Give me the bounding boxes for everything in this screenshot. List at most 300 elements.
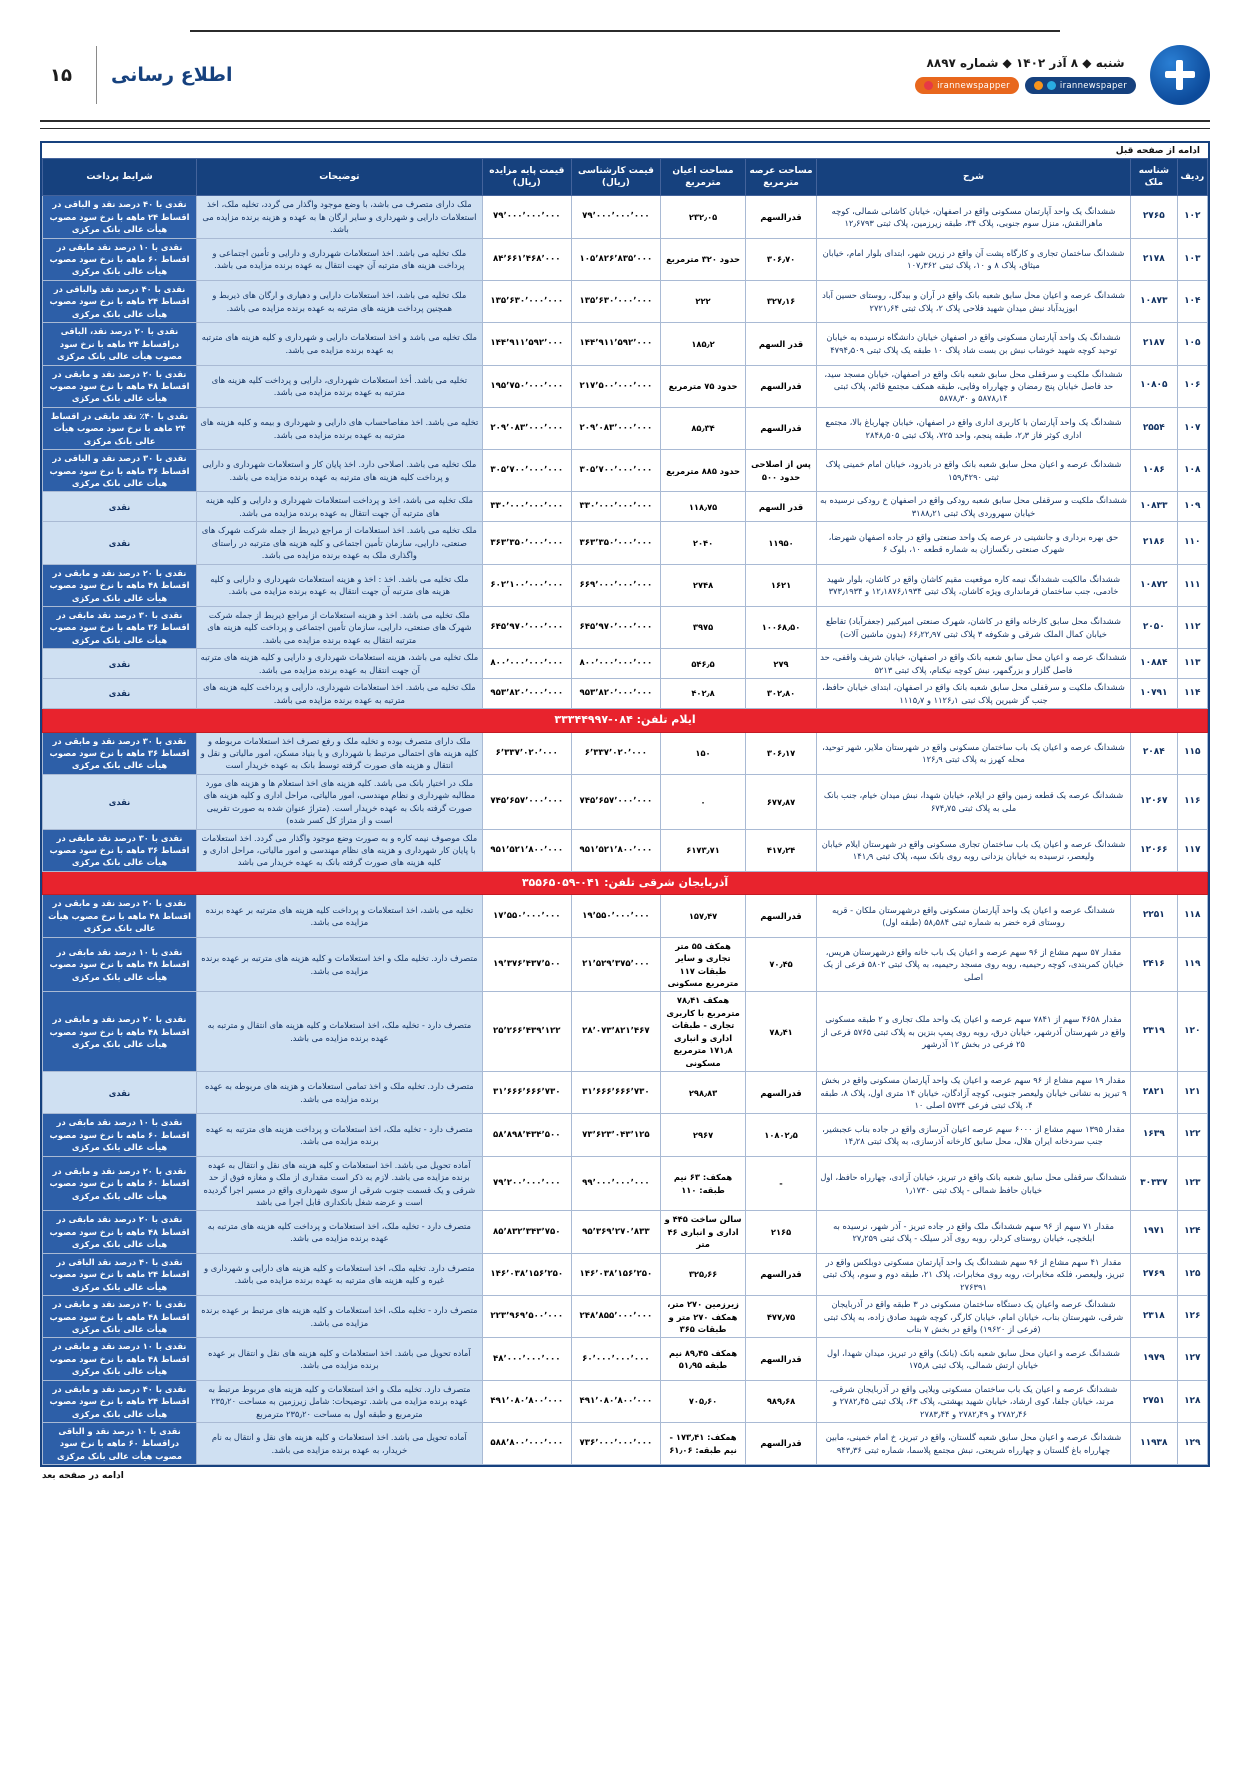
cell-sharayet: نقدی با ۳۰ درصد نقد مابقی در اقساط ۳۶ ماهه با نرخ سود مصوب هیأت عالی بانک مرکزی (43, 829, 197, 871)
cell-ayan: ۱۵۰ (660, 732, 745, 774)
cell-sharh: ششدانگ ساختمان تجاری و کارگاه پشت آن واقع در زرین شهر، ابتدای بلوار امام، خیابان میثاق، پلاک ۸ و ۱۰، پلاک ثبتی ۱۰۷٫۳۶۲ (816, 238, 1130, 280)
cell-arseh: ۷۸٫۴۱ (746, 992, 817, 1072)
listing-row (43, 238, 1208, 280)
telegram-icon (1034, 81, 1043, 90)
cell-karshenasi: ۳۱٬۶۶۶٬۶۶۶٬۷۳۰ (571, 1072, 660, 1114)
social-handle-primary (1025, 77, 1136, 94)
cell-tozihat: ملک تخلیه می باشد و اخذ استعلامات دارایی و شهرداری و کلیه هزینه های مترتبه به عهده برنده مزایده می باشد. (197, 323, 483, 365)
cell-id: ۱۶۳۹ (1131, 1114, 1178, 1156)
cell-ayan: حدود ۷۵ مترمربع (660, 365, 745, 407)
listing-row (43, 679, 1208, 709)
cell-radif: ۱۱۷ (1177, 829, 1207, 871)
cell-radif: ۱۱۰ (1177, 522, 1207, 564)
cell-radif: ۱۲۲ (1177, 1114, 1207, 1156)
region-banner-text: ایلام تلفن: ۰۸۴-۳۳۳۴۴۹۹۷ (43, 709, 1208, 733)
cell-arseh: قدر السهم (746, 492, 817, 522)
cell-tozihat: ملک تخلیه می باشد. اخذ استعلامات شهرداری و دارایی و تأمین اجتماعی و پرداخت هزینه های مترتبه آن جهت انتقال به عهده برنده مزایده می باشد. (197, 238, 483, 280)
listing-row (43, 1211, 1208, 1253)
cell-sharayet: نقدی (43, 1072, 197, 1114)
cell-sharayet: نقدی با ۳۰ درصد نقد مابقی در اقساط ۳۶ ماهه با نرخ سود مصوب هیأت عالی بانک مرکزی (43, 606, 197, 648)
cell-tozihat: ملک تخلیه می باشد. اخذ و هزینه استعلامات از مراجع ذیربط از جمله شرکت شهرک های صنعتی، دارایی، سازمان تأمین اجتماعی و پرداخت کلیه هزینه های مترتبه انتقال به عهده برنده مزایده می باشد. (197, 606, 483, 648)
cell-arseh: قدرالسهم (746, 365, 817, 407)
cell-ayan: زیرزمین ۲۷۰ متر، همکف ۲۷۰ متر و طبقات ۳۶۵ (660, 1296, 745, 1338)
cell-karshenasi: ۲۱٬۵۲۹٬۳۷۵٬۰۰۰ (571, 937, 660, 992)
cell-tozihat: تخلیه می باشد، اخذ استعلامات و پرداخت کلیه هزینه های مترتبه بر عهده برنده مزایده می باشد. (197, 895, 483, 937)
cell-id: ۲۳۱۹ (1131, 992, 1178, 1072)
cell-karshenasi: ۷۳٬۶۲۳٬۰۴۳٬۱۲۵ (571, 1114, 660, 1156)
cell-karshenasi: ۹۹٬۰۰۰٬۰۰۰٬۰۰۰ (571, 1156, 660, 1211)
listing-row (43, 492, 1208, 522)
cell-radif: ۱۰۷ (1177, 407, 1207, 449)
cell-sharayet: نقدی با ۱۰ درصد نقد مابقی در اقساط ۴۸ ماهه با نرخ سود مصوب هیأت عالی بانک مرکزی (43, 937, 197, 992)
cell-radif: ۱۲۹ (1177, 1423, 1207, 1465)
cell-id: ۱۹۷۹ (1131, 1338, 1178, 1380)
cell-payeh: ۱۴۴٬۹۱۱٬۵۹۲٬۰۰۰ (482, 323, 571, 365)
cell-tozihat: ملک در اختیار بانک می باشد. کلیه هزینه های اخذ استعلام ها و هزینه های مورد مطالبه شهرداری و نظام مهندسی، امور مالیاتی، مراحل اداری و کلیه هزینه های صورت گرفته بانک به عهده خریدار است. (متراژ عنوان شده به صورت تقریبی است و از متراژ کل کسر شده) (197, 774, 483, 829)
cell-arseh: ۱۰۸۰۲٫۵ (746, 1114, 817, 1156)
cell-payeh: ۴۸٬۰۰۰٬۰۰۰٬۰۰۰ (482, 1338, 571, 1380)
cell-sharayet: نقدی با ۲۰ درصد نقد و مابقی در اقساط ۶۰ ماهه با نرخ سود مصوب هیأت عالی بانک مرکزی (43, 1156, 197, 1211)
cell-id: ۲۳۱۸ (1131, 1296, 1178, 1338)
cell-ayan: ۴۰۲٫۸ (660, 679, 745, 709)
cell-payeh: ۴۹۱٬۰۸۰٬۸۰۰٬۰۰۰ (482, 1380, 571, 1422)
cell-ayan: ۲۹۸٫۸۳ (660, 1072, 745, 1114)
cell-sharh: ششدانگ ملکیت و سرقفلی محل سابق شعبه بانک واقع در اصفهان، ابتدای خیابان حافظ، جنب گز شیرین پلاک ثبتی ۱۱۲۶٫۱ و ۱۱۱۵٫۷ (816, 679, 1130, 709)
cell-karshenasi: ۹۵۳٬۸۲۰٬۰۰۰٬۰۰۰ (571, 679, 660, 709)
header-base-price: قیمت پایه مزایده (ریال) (482, 159, 571, 196)
listing-row (43, 1253, 1208, 1295)
page-number: ۱۵ (50, 64, 72, 86)
cell-ayan: همکف ۵۵ متر تجاری و سایر طبقات ۱۱۷ مترمربع مسکونی (660, 937, 745, 992)
listing-row (43, 992, 1208, 1072)
cell-karshenasi: ۸۰۰٬۰۰۰٬۰۰۰٬۰۰۰ (571, 649, 660, 679)
cell-arseh: ۲۱۶۵ (746, 1211, 817, 1253)
listing-row (43, 732, 1208, 774)
cell-radif: ۱۱۹ (1177, 937, 1207, 992)
cell-karshenasi: ۳۰۵٬۷۰۰٬۰۰۰٬۰۰۰ (571, 450, 660, 492)
listing-row (43, 829, 1208, 871)
cell-sharayet: نقدی با ۲۰ درصد نقد و مابقی در اقساط ۴۸ ماهه با نرخ سود مصوب هیأت عالی بانک مرکزی (43, 1296, 197, 1338)
cell-payeh: ۲۵٬۲۶۶٬۴۳۹٬۱۲۲ (482, 992, 571, 1072)
cell-tozihat: متصرف دارد - تخلیه ملک، اخذ استعلامات و پرداخت کلیه هزینه های مترتبه به عهده برنده مزایده می باشد. (197, 1211, 483, 1253)
cell-sharh: ششدانگ عرصه و اعیان محل سابق شعبه بانک واقع در آران و بیدگل، روستای حسین آباد ابوزیدآباد نبش میدان شهید فلاحی پلاک ۲، پلاک ثبتی ۲۷۲۱٫۶۴ (816, 280, 1130, 322)
cell-karshenasi: ۱۰۵٬۸۲۶٬۸۳۵٬۰۰۰ (571, 238, 660, 280)
cell-radif: ۱۲۸ (1177, 1380, 1207, 1422)
cell-payeh: ۱۷٬۵۵۰٬۰۰۰٬۰۰۰ (482, 895, 571, 937)
cell-sharh: ششدانگ عرصه و اعیان محل سابق شعبه بانک واقع در اصفهان، خیابان شریف واقفی، حد فاصل گلزار و بزرگمهر، نبش کوچه نیکنام، پلاک ثبتی ۵۲۱۳ (816, 649, 1130, 679)
cell-ayan: ۲۹۶۷ (660, 1114, 745, 1156)
cell-sharayet: نقدی با ۴۰ درصد نقد والباقی در اقساط ۲۴ ماهه با نرخ سود مصوب هیأت عالی بانک مرکزی (43, 280, 197, 322)
cell-id: ۱۲۰۶۶ (1131, 829, 1178, 871)
cell-radif: ۱۱۶ (1177, 774, 1207, 829)
listing-row (43, 1423, 1208, 1465)
header-property-id: شناسه ملک (1131, 159, 1178, 196)
cell-payeh: ۲۰۹٬۰۸۳٬۰۰۰٬۰۰۰ (482, 407, 571, 449)
twitter-icon (1047, 81, 1056, 90)
region-banner-text: آذربایجان شرقی تلفن: ۰۴۱-۳۵۵۶۵۰۵۹ (43, 871, 1208, 895)
cell-karshenasi: ۳۳۰٬۰۰۰٬۰۰۰٬۰۰۰ (571, 492, 660, 522)
header-land-area: مساحت عرصه مترمربع (746, 159, 817, 196)
cell-ayan: ۲۰۴۰ (660, 522, 745, 564)
cell-payeh: ۳۱٬۶۶۶٬۶۶۶٬۷۳۰ (482, 1072, 571, 1114)
cell-radif: ۱۲۶ (1177, 1296, 1207, 1338)
cell-ayan: حدود ۳۲۰ مترمربع (660, 238, 745, 280)
cell-arseh: قدرالسهم (746, 1423, 817, 1465)
date-line: شنبه ◆ ۸ آذر ۱۴۰۲ ◆ شماره ۸۸۹۷ (926, 56, 1125, 70)
listing-row (43, 365, 1208, 407)
cell-arseh: - (746, 1156, 817, 1211)
cell-sharh: ششدانگ ملکیت و سرقفلی محل سابق شعبه بانک واقع در اصفهان، خیابان مسجد سید، حد فاصل خیابان پنج رمضان و چهارراه وفایی، طبقه همکف مجتمع قائم، پلاک ثبتی ۵۸۷۸٫۱۴ و ۵۸۷۸٫۳۰ (816, 365, 1130, 407)
cell-sharh: ششدانگ عرصه و اعیان محل سابق شعبه بانک واقع در بادرود، خیابان امام خمینی پلاک ثبتی ۱۵۹٫۴۲۹۰ (816, 450, 1130, 492)
cell-radif: ۱۰۸ (1177, 450, 1207, 492)
cell-ayan: ۲۳۲٫۰۵ (660, 196, 745, 238)
cell-ayan: ۵۴۶٫۵ (660, 649, 745, 679)
cell-tozihat: آماده تحویل می باشد. اخذ استعلامات و کلیه هزینه های نقل و انتقال بر عهده برنده مزایده می باشد. (197, 1338, 483, 1380)
cell-karshenasi: ۴۹۱٬۰۸۰٬۸۰۰٬۰۰۰ (571, 1380, 660, 1422)
cell-id: ۱۱۹۳۸ (1131, 1423, 1178, 1465)
cell-karshenasi: ۹۵۱٬۵۲۱٬۸۰۰٬۰۰۰ (571, 829, 660, 871)
cell-payeh: ۱۴۶٬۰۳۸٬۱۵۶٬۲۵۰ (482, 1253, 571, 1295)
cell-karshenasi: ۷۴۵٬۶۵۷٬۰۰۰٬۰۰۰ (571, 774, 660, 829)
cell-payeh: ۸۵٬۸۳۲٬۳۴۳٬۷۵۰ (482, 1211, 571, 1253)
cell-radif: ۱۲۰ (1177, 992, 1207, 1072)
cell-radif: ۱۲۳ (1177, 1156, 1207, 1211)
cell-sharh: ششدانگ عرصه و اعیان محل سابق شعبه گلستان، واقع در تبریز، خ امام خمینی، مابین چهارراه باغ گلستان و چهارراه شریعتی، نبش مجتمع پلاسما، شماره ثبتی ۹۴۳٫۳۶ (816, 1423, 1130, 1465)
cell-sharh: ششدانگ یک واحد آپارتمان مسکونی واقع در اصفهان خیابان دانشگاه نرسیده به خیابان توحید کوچه شهید خوشاب نبش بن بست شاد پلاک ۱۰ طبقه یک پلاک ثبتی ۴۷۹۴٫۵۰۹ (816, 323, 1130, 365)
cell-radif: ۱۱۴ (1177, 679, 1207, 709)
cell-tozihat: ملک تخلیه می باشد. اخذ استعلامات شهرداری، دارایی و پرداخت کلیه هزینه های مترتبه به عهده برنده مزایده می باشد. (197, 679, 483, 709)
cell-radif: ۱۱۸ (1177, 895, 1207, 937)
masthead (40, 30, 1210, 129)
cell-sharh: ششدانگ عرصه واعیان یک دستگاه ساختمان مسکونی در ۳ طبقه واقع در آذربایجان شرقی، شهرستان بناب، خیابان امام، خیابان کارگر، کوچه شهید صادق زاده، به پلاک ثبتی (فرعی از ۱۹۶۲۰) واقع در بخش ۷ بناب (816, 1296, 1130, 1338)
cell-id: ۲۴۱۶ (1131, 937, 1178, 992)
cell-id: ۲۷۶۵ (1131, 196, 1178, 238)
cell-tozihat: ملک تخلیه می باشد، هزینه استعلامات شهرداری و دارایی و کلیه هزینه های مترتبه آن جهت انتقال به عهده برنده مزایده می باشد. (197, 649, 483, 679)
cell-tozihat: متصرف دارد - تخلیه ملک، اخذ استعلامات و پرداخت هزینه های مترتبه به عهده برنده مزایده می باشد. (197, 1114, 483, 1156)
cell-sharayet: نقدی با ۲۰ درصد نقد و مابقی در اقساط ۴۸ ماهه با نرخ مصوب هیأت عالی بانک مرکزی (43, 895, 197, 937)
cell-sharh: حق بهره برداری و جانشینی در عرصه یک واحد صنعتی واقع در جاده اصفهان شهرضا، شهرک صنعتی رنگسازان به شماره قطعه ۱۰، بلوک ۶ (816, 522, 1130, 564)
listing-row (43, 280, 1208, 322)
instagram-icon (924, 81, 933, 90)
listing-row (43, 323, 1208, 365)
social-bar (915, 77, 1136, 94)
cell-radif: ۱۱۳ (1177, 649, 1207, 679)
cell-arseh: ۳۰۶٫۷۰ (746, 238, 817, 280)
social-handle-text: irannewspaper (1059, 80, 1127, 91)
cell-arseh: ۶۷۷٫۸۷ (746, 774, 817, 829)
cell-arseh: ۳۰۲٫۸۰ (746, 679, 817, 709)
cell-karshenasi: ۲۰۹٬۰۸۳٬۰۰۰٬۰۰۰ (571, 407, 660, 449)
cell-radif: ۱۰۶ (1177, 365, 1207, 407)
cell-arseh: قدرالسهم (746, 1072, 817, 1114)
cell-payeh: ۷۴۵٬۶۵۷٬۰۰۰٬۰۰۰ (482, 774, 571, 829)
cell-arseh: ۳۰۶٫۱۷ (746, 732, 817, 774)
cell-id: ۲۰۵۰ (1131, 606, 1178, 648)
cell-payeh: ۷۹٬۰۰۰٬۰۰۰٬۰۰۰ (482, 196, 571, 238)
cell-ayan: همکف ۸۹٫۴۵ نیم طبقه ۵۱٫۹۵ (660, 1338, 745, 1380)
cell-ayan: همکف: ۶۳ نیم طبقه: ۱۱۰ (660, 1156, 745, 1211)
cell-arseh: ۳۲۷٫۱۶ (746, 280, 817, 322)
cell-tozihat: ملک دارای متصرف بوده و تخلیه ملک و رفع تصرف اخذ استعلامات مربوطه و کلیه هزینه های احتمالی مرتبط با شهرداری و یا بنیاد مسکن، امور مالیاتی و نقل و انتقال و هزینه های صورت گرفته توسط بانک به عهده خریدار است (197, 732, 483, 774)
cell-sharayet: نقدی (43, 649, 197, 679)
cell-ayan: ۶۱۷۳٫۷۱ (660, 829, 745, 871)
cell-ayan: همکف: ۱۷۳٫۴۱ - نیم طبقه: ۶۱٫۰۶ (660, 1423, 745, 1465)
cell-tozihat: آماده تحویل می باشد. اخذ استعلامات و کلیه هزینه های نقل و انتقال به عهده برنده مزایده می باشد. لازم به ذکر است مقداری از ملک و مغازه فوق از حد شرقی و یک قسمت جنوب شرقی از سوی شهرداری واقع در مسیر اجرا گردیده است و عرضه شغل بانکداری قابل اجرا می باشد (197, 1156, 483, 1211)
masthead-divider (96, 46, 97, 104)
cell-sharayet: نقدی (43, 522, 197, 564)
cell-karshenasi: ۷۹٬۰۰۰٬۰۰۰٬۰۰۰ (571, 196, 660, 238)
listing-row (43, 606, 1208, 648)
cell-karshenasi: ۶۰٬۰۰۰٬۰۰۰٬۰۰۰ (571, 1338, 660, 1380)
cell-arseh: ۱۱۹۵۰ (746, 522, 817, 564)
cell-tozihat: تخلیه می باشد. اخذ مفاصاحساب های دارایی و شهرداری و بیمه و کلیه هزینه های مترتبه به عهده برنده مزایده می باشد. (197, 407, 483, 449)
listing-row (43, 450, 1208, 492)
cell-tozihat: ملک تخلیه می باشد. اصلاحی دارد. اخذ پایان کار و استعلامات شهرداری و دارایی و پرداخت کلیه هزینه های مترتبه به عهده برنده مزایده می باشد. (197, 450, 483, 492)
cell-radif: ۱۱۲ (1177, 606, 1207, 648)
cell-arseh: قدرالسهم (746, 196, 817, 238)
cell-tozihat: متصرف دارد. تخلیه ملک، اخذ استعلامات و کلیه هزینه های دارایی و شهرداری و غیره و کلیه هزینه های مترتبه به عهده برنده مزایده می باشد. (197, 1253, 483, 1295)
cell-karshenasi: ۲۸٬۰۷۳٬۸۲۱٬۴۶۷ (571, 992, 660, 1072)
cell-radif: ۱۰۲ (1177, 196, 1207, 238)
cell-ayan: ۷۰۵٫۶۰ (660, 1380, 745, 1422)
cell-tozihat: متصرف دارد. تخلیه ملک و اخذ استعلامات و کلیه هزینه های مترتبه بر عهده برنده مزایده می باشد. (197, 937, 483, 992)
cell-karshenasi: ۶٬۳۳۷٬۰۲۰٬۰۰۰ (571, 732, 660, 774)
cell-arseh: ۴۷۷٫۷۵ (746, 1296, 817, 1338)
cell-tozihat: ملک تخلیه می باشد، اخذ استعلامات دارایی و دهیاری و ارگان های ذیربط و همچنین پرداخت هزینه های مترتبه به عهده برنده مزایده می باشد. (197, 280, 483, 322)
listing-row (43, 564, 1208, 606)
listing-row (43, 522, 1208, 564)
cell-id: ۲۵۵۴ (1131, 407, 1178, 449)
cell-id: ۳۰۳۳۷ (1131, 1156, 1178, 1211)
listing-row (43, 649, 1208, 679)
cell-tozihat: متصرف دارد - تخلیه ملک، اخذ استعلامات و کلیه هزینه های مرتبط بر عهده برنده مزایده می باشد. (197, 1296, 483, 1338)
listing-row (43, 196, 1208, 238)
cell-ayan: ۳۹۷۵ (660, 606, 745, 648)
cell-payeh: ۱۹۵٬۷۵۰٬۰۰۰٬۰۰۰ (482, 365, 571, 407)
cell-sharh: مقدار ۷۱ سهم از ۹۶ سهم ششدانگ ملک واقع در جاده تبریز - آذر شهر، نرسیده به ابلخچی، خیابان روستای کردلر، روبه روی آذر سیلک - پلاک ثبتی ۲۷٫۲۵۹ (816, 1211, 1130, 1253)
cell-sharh: ششدانگ یک واحد آپارتمان با کاربری اداری واقع در اصفهان، خیابان چهارباغ بالا، مجتمع اداری کوثر فاز ۲٫۳، طبقه پنجم، واحد ۷۲۵، پلاک ثبتی ۲۸۴۸٫۵۰۵ (816, 407, 1130, 449)
cell-payeh: ۱۳۵٬۶۳۰٬۰۰۰٬۰۰۰ (482, 280, 571, 322)
cell-payeh: ۵۸۸٬۸۰۰٬۰۰۰٬۰۰۰ (482, 1423, 571, 1465)
social-handle-text: irannewspapper (937, 80, 1010, 91)
cell-arseh: پس از اصلاحی حدود ۵۰۰ (746, 450, 817, 492)
cell-sharh: ششدانگ ملکیت و سرقفلی محل سابق شعبه رودکی واقع در اصفهان خ رودکی نرسیده به خیابان سهروردی پلاک ثبتی ۳۱۸۸٫۲۱ (816, 492, 1130, 522)
cell-karshenasi: ۱۹٬۵۵۰٬۰۰۰٬۰۰۰ (571, 895, 660, 937)
cell-sharh: مقدار ۴۶۵۸ سهم از ۷۸۴۱ سهم عرصه و اعیان یک واحد ملک تجاری و ۲ طبقه مسکونی واقع در شهرستان آذرشهر، خیابان درق، روبه روی پمپ بنزین به پلاک ثبتی ۵۷۶۵ فرعی از ۲۵ فرعی در بخش ۱۲ آذرشهر (816, 992, 1130, 1072)
cell-radif: ۱۲۴ (1177, 1211, 1207, 1253)
header-notes: توضیحات (197, 159, 483, 196)
masthead-bottom-rule (40, 120, 1210, 129)
cell-arseh: قدرالسهم (746, 407, 817, 449)
cell-tozihat: ملک تخلیه می باشد. اخذ استعلامات از مراجع ذیربط از جمله شرکت شهرک های صنعتی، دارایی، سازمان تأمین اجتماعی و کلیه هزینه های مترتبه در راستای واگذاری ملک به عهده برنده مزایده می باشد. (197, 522, 483, 564)
cell-id: ۱۰۸۰۵ (1131, 365, 1178, 407)
cell-sharayet: نقدی (43, 679, 197, 709)
cell-id: ۱۰۸۸۴ (1131, 649, 1178, 679)
listing-row (43, 1156, 1208, 1211)
cell-id: ۱۲۰۶۷ (1131, 774, 1178, 829)
cell-sharh: ششدانگ سرقفلی محل سابق شعبه بانک واقع در تبریز، خیابان آزادی، چهارراه حافظ، اول خیابان حافظ شمالی - پلاک ثبتی ۱٫۱۷۳۰ (816, 1156, 1130, 1211)
cell-sharh: ششدانگ یک واحد آپارتمان مسکونی واقع در اصفهان، خیابان کاشانی شمالی، کوچه ماهرالنقش، منزل سوم جنوبی، پلاک ۳۴، طبقه زیرزمین، پلاک ثبتی ۱۲٫۶۷۹۳ (816, 196, 1130, 238)
cell-arseh: ۱۰۰۶۸٫۵۰ (746, 606, 817, 648)
cell-arseh: قدرالسهم (746, 1338, 817, 1380)
cell-karshenasi: ۱۴۴٬۹۱۱٬۵۹۲٬۰۰۰ (571, 323, 660, 365)
listing-row (43, 1338, 1208, 1380)
listing-row (43, 1296, 1208, 1338)
listing-row (43, 774, 1208, 829)
cell-sharh: ششدانگ محل سابق کارخانه واقع در کاشان، شهرک صنعتی امیرکبیر (جعفرآباد) تقاطع خیابان کمال الملک شرقی و شکوفه ۳ پلاک ثبتی ۶۶٫۲۲٫۹۷ (بدون ماشین آلات) (816, 606, 1130, 648)
cell-sharayet: نقدی با ۳۰ درصد نقد و الباقی در اقساط ۳۶ ماهه با نرخ سود مصوب هیأت عالی بانک مرکزی (43, 450, 197, 492)
cell-sharayet: نقدی با ۳۰ درصد نقد و مابقی در اقساط ۳۶ ماهه با نرخ سود مصوب هیأت عالی بانک مرکزی (43, 732, 197, 774)
cell-tozihat: ملک تخلیه می باشد، اخذ و پرداخت استعلامات شهرداری و دارایی و کلیه هزینه های مترتبه آن جهت انتقال به عهده برنده مزایده می باشد. (197, 492, 483, 522)
cell-karshenasi: ۶۴۵٬۹۷۰٬۰۰۰٬۰۰۰ (571, 606, 660, 648)
cell-karshenasi: ۲۱۷٬۵۰۰٬۰۰۰٬۰۰۰ (571, 365, 660, 407)
cell-ayan: حدود ۸۸۵ مترمربع (660, 450, 745, 492)
cell-sharh: مقدار ۱۹ سهم مشاع از ۹۶ سهم عرصه و اعیان یک واحد آپارتمان مسکونی واقع در بخش ۹ تبریز به نشانی خیابان ولیعصر جنوبی، کوچه آزادگان، خیابان ۱۴ متری اول، پلاک ۸، طبقه ۴، پلاک ثبتی فرعی ۵۷۳۴ اصلی ۱۰ (816, 1072, 1130, 1114)
cell-radif: ۱۱۵ (1177, 732, 1207, 774)
cell-payeh: ۶٬۳۳۷٬۰۲۰٬۰۰۰ (482, 732, 571, 774)
cell-id: ۲۱۸۶ (1131, 522, 1178, 564)
cell-tozihat: متصرف دارد - تخلیه ملک، اخذ استعلامات و کلیه هزینه های انتقال و مترتبه به عهده برنده مزایده می باشد. (197, 992, 483, 1072)
header-radif: ردیف (1177, 159, 1207, 196)
cell-arseh: ۷۰٫۴۵ (746, 937, 817, 992)
cell-tozihat: ملک تخلیه می باشد. اخذ : اخذ و هزینه استعلامات شهرداری و دارایی و کلیه هزینه های مترتبه آن جهت انتقال به عهده برنده مزایده می باشد. (197, 564, 483, 606)
cell-sharayet: نقدی با ۱۰ درصد نقد مابقی در اقساط ۶۰ ماهه با نرخ سود مصوب هیأت عالی بانک مرکزی (43, 238, 197, 280)
listing-row (43, 1072, 1208, 1114)
cell-id: ۲۸۲۱ (1131, 1072, 1178, 1114)
cell-karshenasi: ۶۶۹٬۰۰۰٬۰۰۰٬۰۰۰ (571, 564, 660, 606)
cell-id: ۱۹۷۱ (1131, 1211, 1178, 1253)
cell-sharayet: نقدی با ۴۰٪ نقد مابقی در اقساط ۲۴ ماهه با نرخ سود مصوب هیأت عالی بانک مرکزی (43, 407, 197, 449)
cell-sharayet: نقدی با ۴۰ درصد نقد و الباقی در اقساط ۲۴ ماهه با نرخ سود مصوب هیأت عالی بانک مرکزی (43, 196, 197, 238)
cell-radif: ۱۱۱ (1177, 564, 1207, 606)
cell-arseh: قدرالسهم (746, 895, 817, 937)
cell-sharayet: نقدی با ۲۰ درصد نقد و مابقی در اقساط ۴۸ ماهه با نرخ سود مصوب هیأت عالی بانک مرکزی (43, 992, 197, 1072)
logo-plus-icon (1176, 60, 1183, 90)
cell-arseh: قدر السهم (746, 323, 817, 365)
cell-ayan: ۳۲۵٫۶۶ (660, 1253, 745, 1295)
cell-sharh: ششدانگ مالکیت ششدانگ نیمه کاره موقعیت مقیم کاشان واقع در کاشان، بلوار شهید خادمی، جنب ساختمان فرمانداری ویژه کاشان، پلاک ثبتی ۱۲٫۱۸۷۶٫۱۹۳۴ و ۳۷۳٫۱۹۳۴ (816, 564, 1130, 606)
social-handle-secondary (915, 77, 1019, 94)
cell-sharh: ششدانگ عرصه و اعیان محل سابق شعبه بانک (بانک) واقع در تبریز، میدان شهدا، اول خیابان ارتش شمالی، پلاک ثبتی ۱۷۵٫۸ (816, 1338, 1130, 1380)
cell-sharh: ششدانگ عرصه و اعیان یک باب ساختمان مسکونی ویلایی واقع در آذربایجان شرقی، مرند، خیابان جلفا، کوی ارشاد، خیابان شهید بهشتی، پلاک ۶۳، پلاک ثبتی ۲۷۸۲٫۴۵ و ۲۷۸۲٫۴۶ و ۲۷۸۲٫۴۹ و ۲۷۸۳٫۴۴ (816, 1380, 1130, 1422)
listing-row (43, 1114, 1208, 1156)
cell-karshenasi: ۷۳۶٬۰۰۰٬۰۰۰٬۰۰۰ (571, 1423, 660, 1465)
cell-payeh: ۸۰۰٬۰۰۰٬۰۰۰٬۰۰۰ (482, 649, 571, 679)
cell-sharh: ششدانگ عرصه و اعیان یک واحد آپارتمان مسکونی واقع درشهرستان ملکان - قریه روستای قره خضر به شماره ثبتی ۵۸٫۵۸۴ (طبقه اول) (816, 895, 1130, 937)
continued-next-note: ادامه در صفحه بعد (42, 1471, 124, 1482)
cell-sharh: ششدانگ عرصه و اعیان یک باب ساختمان تجاری مسکونی واقع در شهرستان ایلام خیابان ولیعصر، نرسیده به خیابان یزدانی روبه روی بانک سپه، پلاک ثبتی ۱۴۱٫۹ (816, 829, 1130, 871)
cell-ayan: ۲۷۴۸ (660, 564, 745, 606)
cell-arseh: ۱۶۲۱ (746, 564, 817, 606)
cell-payeh: ۳۳۰٬۰۰۰٬۰۰۰٬۰۰۰ (482, 492, 571, 522)
cell-id: ۲۷۶۹ (1131, 1253, 1178, 1295)
cell-id: ۲۱۷۸ (1131, 238, 1178, 280)
cell-radif: ۱۰۳ (1177, 238, 1207, 280)
region-banner-row (43, 709, 1208, 733)
cell-karshenasi: ۹۵٬۳۶۹٬۲۷۰٬۸۳۳ (571, 1211, 660, 1253)
cell-payeh: ۹۵۱٬۵۲۱٬۸۰۰٬۰۰۰ (482, 829, 571, 871)
listing-row (43, 407, 1208, 449)
cell-radif: ۱۰۹ (1177, 492, 1207, 522)
cell-radif: ۱۰۴ (1177, 280, 1207, 322)
cell-ayan: ۰ (660, 774, 745, 829)
cell-karshenasi: ۱۳۵٬۶۳۰٬۰۰۰٬۰۰۰ (571, 280, 660, 322)
cell-id: ۲۲۵۱ (1131, 895, 1178, 937)
cell-payeh: ۸۴٬۶۶۱٬۴۶۸٬۰۰۰ (482, 238, 571, 280)
cell-tozihat: آماده تحویل می باشد. اخذ استعلامات و کلیه هزینه های نقل و انتقال به نام خریدار، به عهده برنده مزایده می باشد. (197, 1423, 483, 1465)
cell-karshenasi: ۳۶۳٬۳۵۰٬۰۰۰٬۰۰۰ (571, 522, 660, 564)
cell-payeh: ۳۶۳٬۳۵۰٬۰۰۰٬۰۰۰ (482, 522, 571, 564)
cell-radif: ۱۲۱ (1177, 1072, 1207, 1114)
cell-sharh: ششدانگ عرصه و اعیان یک باب ساختمان مسکونی واقع در شهرستان ملایر، شهر توحید، محله کهرز به پلاک ثبتی ۱۲۶٫۹ (816, 732, 1130, 774)
cell-arseh: ۲۷۹ (746, 649, 817, 679)
cell-karshenasi: ۲۴۸٬۸۵۵٬۰۰۰٬۰۰۰ (571, 1296, 660, 1338)
cell-ayan: همکف ۷۸٫۴۱ مترمربع با کاربری تجاری - طبقات اداری و انباری ۱۷۱٫۸ مترمربع مسکونی (660, 992, 745, 1072)
cell-karshenasi: ۱۴۶٬۰۳۸٬۱۵۶٬۲۵۰ (571, 1253, 660, 1295)
cell-ayan: ۱۵۷٫۴۷ (660, 895, 745, 937)
cell-radif: ۱۰۵ (1177, 323, 1207, 365)
cell-sharayet: نقدی با ۲۰ درصد نقد، الباقی دراقساط ۲۴ ماهه با نرخ سود مصوب هیأت عالی بانک مرکزی (43, 323, 197, 365)
cell-ayan: ۸۵٫۳۴ (660, 407, 745, 449)
date-social-block (915, 56, 1136, 94)
section-title: اطلاع رسانی (110, 64, 233, 86)
cell-payeh: ۲۲۳٬۹۶۹٬۵۰۰٬۰۰۰ (482, 1296, 571, 1338)
cell-sharh: مقدار ۴۱ سهم مشاع از ۹۶ سهم ششدانگ یک واحد آپارتمان مسکونی دوبلکس واقع در تبریز، ولیعصر، فلکه مخابرات، روبه روی مخابرات، پلاک ۲۱، طبقه دوم و سوم، پلاک ثبتی ۲۷۶۳۹۱ (816, 1253, 1130, 1295)
auction-listings (40, 141, 1210, 1481)
auction-table-frame (40, 141, 1210, 1467)
cell-sharayet: نقدی با ۴۰ درصد نقد و مابقی در اقساط ۲۴ ماهه با نرخ سود مصوب هیأت عالی بانک مرکزی (43, 1380, 197, 1422)
cell-sharh: مقدار ۱۳۹۵ سهم مشاع از ۶۰۰۰ سهم عرصه اعیان آذرسازی واقع در جاده بناب عجبشیر، جنب سردخانه ایران هلال، محل سابق کارخانه آذرسازی، به پلاک ثبتی ۱۴٫۲۸ (816, 1114, 1130, 1156)
auction-table (42, 158, 1208, 1465)
cell-radif: ۱۲۵ (1177, 1253, 1207, 1295)
region-banner-row (43, 871, 1208, 895)
cell-arseh: ۴۱۷٫۲۴ (746, 829, 817, 871)
cell-id: ۱۰۸۷۲ (1131, 564, 1178, 606)
cell-radif: ۱۲۷ (1177, 1338, 1207, 1380)
listing-row (43, 1380, 1208, 1422)
cell-payeh: ۷۹٬۲۰۰٬۰۰۰٬۰۰۰ (482, 1156, 571, 1211)
cell-payeh: ۵۸٬۸۹۸٬۴۳۴٬۵۰۰ (482, 1114, 571, 1156)
cell-payeh: ۳۰۵٬۷۰۰٬۰۰۰٬۰۰۰ (482, 450, 571, 492)
cell-arseh: قدرالسهم (746, 1253, 817, 1295)
iran-newspaper-logo (1150, 45, 1210, 105)
cell-tozihat: متصرف دارد. تخلیه ملک و اخذ تمامی استعلامات و هزینه های مربوطه به عهده برنده مزایده می باشد. (197, 1072, 483, 1114)
cell-payeh: ۶۴۵٬۹۷۰٬۰۰۰٬۰۰۰ (482, 606, 571, 648)
cell-ayan: ۱۸۵٫۲ (660, 323, 745, 365)
cell-sharayet: نقدی (43, 774, 197, 829)
cell-ayan: ۲۲۲ (660, 280, 745, 322)
cell-sharh: ششدانگ عرصه یک قطعه زمین واقع در ایلام، خیابان شهدا، نبش میدان خیام، جنب بانک ملی به پلاک ثبتی ۶۷۴٫۷۵ (816, 774, 1130, 829)
cell-sharayet: نقدی با ۴۰ درصد نقد الباقی در اقساط ۲۴ ماهه با نرخ سود مصوب هیأت عالی بانک مرکزی (43, 1253, 197, 1295)
cell-ayan: ۱۱۸٫۷۵ (660, 492, 745, 522)
cell-id: ۱۰۸۷۳ (1131, 280, 1178, 322)
cell-sharayet: نقدی با ۱۰ درصد نقد مابقی در اقساط ۶۰ ماهه با نرخ سود مصوب هیأت عالی بانک مرکزی (43, 1114, 197, 1156)
cell-arseh: ۹۸۹٫۶۸ (746, 1380, 817, 1422)
header-payment-terms: شرایط پرداخت (43, 159, 197, 196)
cell-sharayet: نقدی با ۲۰ درصد نقد مابقی در اقساط ۴۸ ماهه با نرخ سود مصوب هیأت عالی بانک مرکزی (43, 1211, 197, 1253)
listing-row (43, 895, 1208, 937)
cell-id: ۱۰۸۶ (1131, 450, 1178, 492)
cell-payeh: ۱۹٬۳۷۶٬۴۳۷٬۵۰۰ (482, 937, 571, 992)
continued-from-note: ادامه از صفحه قبل (1115, 146, 1200, 156)
cell-payeh: ۹۵۳٬۸۲۰٬۰۰۰٬۰۰۰ (482, 679, 571, 709)
cell-sharh: مقدار ۵۷ سهم مشاع از ۹۶ سهم عرصه و اعیان یک باب خانه واقع درشهرستان هریس، خیابان کمربندی، کوچه رحیمیه، روبه روی مسجد رحیمیه، به پلاک ثبتی ۵۸۰۲ فرعی از یک اصلی (816, 937, 1130, 992)
cell-id: ۱۰۸۳۳ (1131, 492, 1178, 522)
cell-ayan: سالن ساخت ۴۴۵ و اداری و انباری ۴۶ متر (660, 1211, 745, 1253)
cell-tozihat: ملک موصوف نیمه کاره و به صورت وضع موجود واگذار می گردد. اخذ استعلامات با پایان کار شهرداری و هزینه های نظام مهندسی و امور مالیاتی، مراحل اداری و کلیه هزینه های صورت گرفته بانک به عهده خریدار می باشد (197, 829, 483, 871)
cell-tozihat: تخلیه می باشد. أخذ استعلامات شهرداری، دارایی و پرداخت کلیه هزینه های مترتبه به عهده برنده مزایده می باشد. (197, 365, 483, 407)
header-description: شرح (816, 159, 1130, 196)
